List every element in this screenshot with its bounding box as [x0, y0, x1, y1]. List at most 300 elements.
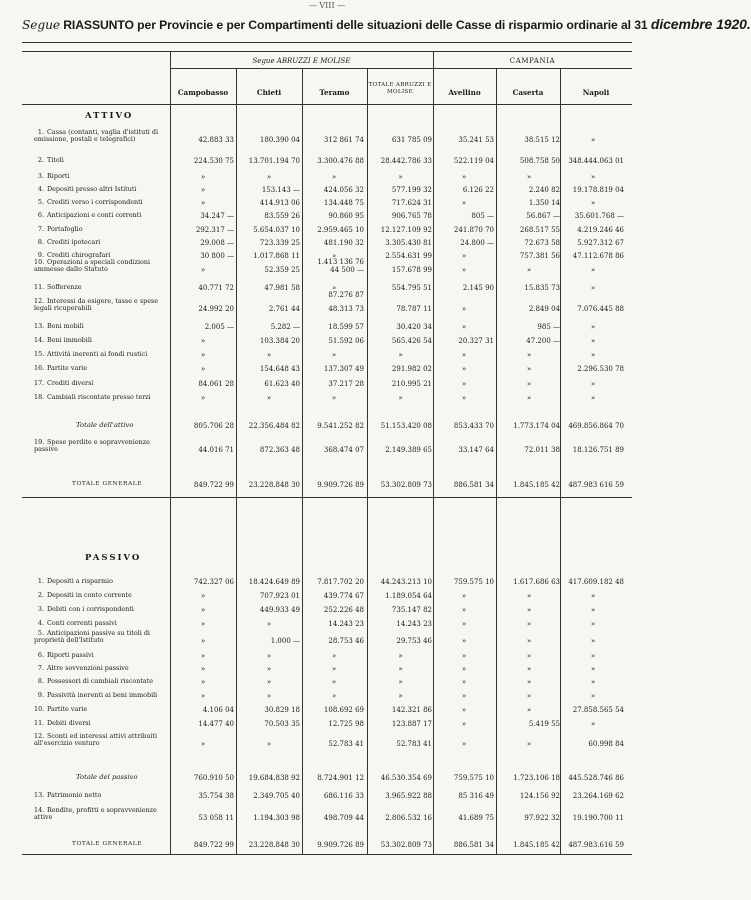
row-number: 19.: [34, 438, 45, 446]
table-cell: »: [526, 173, 532, 181]
table-cell: 886.581 34: [453, 841, 494, 849]
row-number: 2.: [37, 591, 44, 599]
table-cell: 23.264.169 62: [572, 792, 624, 800]
row-label: [34, 706, 166, 713]
row-label-text: Depositi a risparmio: [47, 577, 113, 585]
table-cell: 90.860 95: [328, 212, 364, 220]
table-cell: 886.581 34: [453, 481, 494, 489]
table-cell: »: [331, 351, 337, 359]
table-cell: 2.959.465 10: [317, 226, 364, 234]
table-cell: 2.554.631 99: [385, 252, 432, 260]
row-label-text: Crediti chirografari: [47, 251, 111, 259]
table-cell: 2.806.532 16: [385, 814, 432, 822]
table-cell: »: [461, 706, 467, 714]
table-cell: 35.601.768 —: [574, 212, 624, 220]
row-label-text: Crediti diversi: [47, 379, 94, 387]
row-label-text: Beni mobili: [47, 322, 84, 330]
row-number: 11.: [34, 283, 45, 291]
page-number: — VIII —: [308, 1, 346, 10]
table-cell: »: [266, 394, 272, 402]
table-cell: »: [331, 665, 337, 673]
table-cell: 23.228.848 30: [248, 481, 300, 489]
row-number: 11.: [34, 719, 45, 727]
row-label: [34, 129, 166, 143]
table-cell: 20.327 31: [458, 337, 494, 345]
table-cell: 53.302.809 73: [380, 481, 432, 489]
table-cell: »: [200, 266, 206, 274]
row-number: 12.: [34, 297, 45, 305]
table-cell: 469.856.864 70: [568, 422, 624, 430]
table-cell: »: [590, 136, 596, 144]
table-cell: 487.983.616 59: [568, 841, 624, 849]
row-number: 7.: [37, 225, 44, 233]
table-cell: 12.725 98: [328, 720, 364, 728]
row-label-text: Sofferenze: [47, 283, 82, 291]
table-cell: 872.363 48: [259, 446, 300, 454]
table-cell: »: [461, 606, 467, 614]
title-text: RIASSUNTO per Provincie e per Compartimenti delle situazioni delle Casse di risparmio ordinarie al 31: [63, 18, 648, 32]
table-cell: 9.909.726 89: [317, 481, 364, 489]
table-cell: 12.127.109 92: [380, 226, 432, 234]
table-cell: 757.381 56: [519, 252, 560, 260]
table-cell: 631 785 09: [391, 136, 432, 144]
table-cell: 5.419 55: [528, 720, 560, 728]
row-label-text: Crediti ipotecari: [47, 238, 101, 246]
row-label: [34, 337, 166, 344]
row-label: [34, 592, 166, 599]
table-cell: 14.243 23: [328, 620, 364, 628]
table-cell: 1.845.185 42: [513, 841, 560, 849]
row-number: 10.: [34, 705, 45, 713]
table-cell: »: [331, 652, 337, 660]
row-number: 14.: [34, 336, 45, 344]
title-date: dicembre 1920.: [650, 16, 751, 32]
table-cell: 19.178.819 04: [572, 186, 624, 194]
table-cell: 241.870 70: [453, 226, 494, 234]
table-cell: 312 861 74: [323, 136, 364, 144]
column-header: Caserta: [512, 88, 544, 97]
table-cell: »: [590, 692, 596, 700]
table-cell: »: [461, 592, 467, 600]
row-label-text: Cassa (contanti, vaglia d'istituti di emissione, postali e telegrafici): [34, 128, 158, 143]
section-heading-passivo: PASSIVO: [85, 553, 142, 563]
table-cell: »: [461, 620, 467, 628]
table-cell: 9.909.726 89: [317, 841, 364, 849]
table-cell: 24.992 20: [198, 305, 234, 313]
table-cell: 85 316 49: [458, 792, 494, 800]
table-cell: 108.692 69: [323, 706, 364, 714]
row-label: [34, 807, 166, 821]
row-label: [34, 186, 166, 193]
table-cell: 180.390 04: [259, 136, 300, 144]
table-cell: 157.678 99: [391, 266, 432, 274]
table-cell: »: [526, 394, 532, 402]
table-cell: 1.017.868 11: [253, 252, 300, 260]
row-number: 9.: [37, 691, 44, 699]
table-cell: »: [266, 351, 272, 359]
table-cell: 849.722 99: [193, 481, 234, 489]
row-label: [34, 439, 166, 453]
table-cell: 498.709 44: [323, 814, 364, 822]
table-cell: 19.190.700 11: [572, 814, 624, 822]
row-number: 12.: [34, 732, 45, 740]
table-cell: 142.321 86: [391, 706, 432, 714]
table-cell: 9.541.252 82: [317, 422, 364, 430]
row-label: [34, 720, 166, 727]
table-cell: 35.241 53: [458, 136, 494, 144]
table-cell: 252.226 48: [323, 606, 364, 614]
table-cell: »: [461, 365, 467, 373]
column-header: TOTALE ABRUZZI E MOLISE: [368, 82, 432, 95]
table-cell: »: [461, 740, 467, 748]
table-cell: 292.317 —: [195, 226, 234, 234]
row-label: [34, 692, 166, 699]
table-cell: 53.302.809 73: [380, 841, 432, 849]
table-cell: »: [461, 173, 467, 181]
table-cell: »: [461, 323, 467, 331]
table-cell: 61.623 40: [264, 380, 300, 388]
table-cell: »: [266, 620, 272, 628]
table-cell: 1.617.686 63: [513, 578, 560, 586]
row-number: 6.: [37, 211, 44, 219]
table-cell: 28.753 46: [328, 637, 364, 645]
table-bottom-rule: [22, 854, 632, 855]
table-cell: »: [590, 652, 596, 660]
row-label: [34, 351, 166, 358]
table-cell: 84.061 28: [198, 380, 234, 388]
table-cell: »: [200, 365, 206, 373]
table-cell: 52.783 41: [328, 740, 364, 748]
table-cell: 51.153.420 08: [380, 422, 432, 430]
table-cell: 2.240 82: [528, 186, 560, 194]
row-label: [34, 226, 166, 233]
table-cell: »: [526, 678, 532, 686]
row-label-text: Riporti: [47, 172, 70, 180]
row-label: [34, 212, 166, 219]
table-cell: 2.005 —: [204, 323, 234, 331]
row-label-text: Cambiali riscontate presso terzi: [47, 393, 151, 401]
row-number: 13.: [34, 791, 45, 799]
row-label-text: Altre sovvenzioni passive: [47, 664, 129, 672]
table-cell: 414.913 06: [259, 199, 300, 207]
top-rule: [22, 42, 632, 43]
table-cell: 6.126 22: [462, 186, 494, 194]
row-label-text: Riporti passivi: [47, 651, 94, 659]
table-cell: »: [398, 692, 403, 700]
table-cell: 686.116 33: [323, 792, 364, 800]
row-label: [34, 157, 166, 164]
row-label-text: Totale del passivo: [76, 773, 138, 781]
table-cell: »: [590, 380, 596, 388]
row-label: [34, 284, 166, 291]
table-cell: »: [526, 620, 532, 628]
table-cell: 481.190 32: [323, 239, 364, 247]
table-cell: 805 —: [471, 212, 494, 220]
table-cell: 1.723.106 18: [513, 774, 560, 782]
row-label: [34, 199, 166, 206]
table-cell: 487.983 616 59: [568, 481, 624, 489]
table-cell: 52.359 25: [264, 266, 300, 274]
table-cell: 2.296.530 78: [577, 365, 624, 373]
row-number: 16.: [34, 364, 45, 372]
table-cell: »: [266, 740, 272, 748]
table-cell: 22.356.484 82: [248, 422, 300, 430]
table-cell: »: [526, 592, 532, 600]
row-label: [34, 606, 166, 613]
table-cell: 29.753 46: [396, 637, 432, 645]
row-label: [34, 678, 166, 685]
table-cell: 30.829 18: [264, 706, 300, 714]
table-cell: »: [461, 678, 467, 686]
table-cell: »: [331, 173, 337, 181]
table-cell-extra: 87.276 87: [328, 291, 364, 299]
row-label-text: Anticipazioni passive su titoli di proprietà dell'Istituto: [34, 629, 150, 644]
row-number: 10.: [34, 258, 45, 266]
table-cell: 735.147 82: [391, 606, 432, 614]
table-cell: 291.982 02: [391, 365, 432, 373]
table-cell: »: [398, 652, 403, 660]
table-cell: 47.981 58: [264, 284, 300, 292]
table-cell: 23.228.848 30: [248, 841, 300, 849]
table-cell: »: [590, 720, 596, 728]
table-cell: »: [590, 620, 596, 628]
table-cell: 30 800 —: [200, 252, 234, 260]
table-cell: 14.477 40: [198, 720, 234, 728]
row-label-text: Interessi da esigere, tasse e spese legali ricuperabili: [34, 297, 159, 312]
row-label: [34, 394, 166, 401]
table-cell: »: [200, 173, 206, 181]
row-number: 18.: [34, 393, 45, 401]
table-cell: »: [200, 652, 206, 660]
table-cell: 417.609.182 48: [568, 578, 624, 586]
row-number: 15.: [34, 350, 45, 358]
row-number: 1.: [37, 577, 44, 585]
table-cell: 153.143 —: [261, 186, 300, 194]
table-cell: »: [590, 394, 596, 402]
table-cell: »: [461, 652, 467, 660]
column-rule: [496, 68, 497, 854]
table-cell: 40.771 72: [198, 284, 234, 292]
table-cell: 439.774 67: [323, 592, 364, 600]
table-cell: 1.845.185 42: [513, 481, 560, 489]
table-cell: »: [526, 740, 532, 748]
table-cell: »: [590, 665, 596, 673]
table-cell: 14.243 23: [396, 620, 432, 628]
row-label-text: Portafoglio: [47, 225, 83, 233]
row-number: 8.: [37, 238, 44, 246]
column-header: Avellino: [448, 88, 481, 97]
table-cell: 18.126.751 89: [572, 446, 624, 454]
table-cell: 1.194.303 98: [253, 814, 300, 822]
row-label-text: Totale dell'attivo: [76, 421, 134, 429]
table-top-rule: [22, 51, 632, 52]
row-label-text: Spese perdite e sopravvenienze passive: [34, 438, 150, 453]
table-cell: 15.835 73: [524, 284, 560, 292]
table-cell: 2.349.705 40: [253, 792, 300, 800]
row-label: [34, 173, 166, 180]
table-cell: »: [461, 351, 467, 359]
table-cell: 44.016 71: [198, 446, 234, 454]
group-header-abruzzi: Segue ABRUZZI E MOLISE: [252, 57, 351, 65]
table-cell: 46.530.354 69: [380, 774, 432, 782]
row-label-text: Attività inerenti ai fondi rustici: [47, 350, 148, 358]
row-label: [34, 630, 166, 644]
table-cell: »: [200, 337, 206, 345]
group-header-campania: CAMPANIA: [509, 57, 556, 65]
table-cell: 44 500 —: [330, 266, 364, 274]
table-cell: »: [461, 266, 467, 274]
row-number: 4.: [37, 185, 44, 193]
table-cell: 522.119 04: [453, 157, 494, 165]
table-cell: 38.515 12: [524, 136, 560, 144]
column-rule: [367, 68, 368, 854]
table-cell: 29.008 —: [200, 239, 234, 247]
table-cell: 4.106 04: [202, 706, 234, 714]
table-cell: »: [200, 637, 206, 645]
table-cell: 348.444.063 01: [568, 157, 624, 165]
table-cell: »: [266, 678, 272, 686]
table-cell: »: [590, 678, 596, 686]
table-cell: 72.011 38: [524, 446, 560, 454]
table-cell: »: [526, 365, 532, 373]
table-cell: »: [526, 692, 532, 700]
row-number: 3.: [37, 605, 44, 613]
table-cell: 37.217 28: [328, 380, 364, 388]
table-cell: 13.701.194 70: [248, 157, 300, 165]
row-label: [34, 259, 166, 273]
column-rule: [560, 68, 561, 854]
table-cell: 154.648 43: [259, 365, 300, 373]
row-number: 1.: [37, 128, 44, 136]
table-cell: »: [590, 199, 596, 207]
row-label: [34, 665, 166, 672]
table-cell: »: [461, 637, 467, 645]
table-cell: »: [526, 266, 532, 274]
table-cell: »: [590, 637, 596, 645]
table-cell: 577.199 32: [391, 186, 432, 194]
row-label: [34, 792, 166, 799]
table-cell: »: [461, 692, 467, 700]
table-cell: »: [526, 706, 532, 714]
row-label-text: Crediti verso i corrispondenti: [47, 198, 143, 206]
table-cell: 1.189.054 64: [385, 592, 432, 600]
table-cell: »: [398, 665, 403, 673]
table-cell: 445.528.746 86: [568, 774, 624, 782]
table-cell: 24.800 —: [460, 239, 494, 247]
table-cell: »: [331, 678, 337, 686]
table-cell: 56.867 —: [526, 212, 560, 220]
table-cell: »: [461, 720, 467, 728]
table-cell: 2.849 04: [528, 305, 560, 313]
table-cell: 44.243.213 10: [380, 578, 432, 586]
table-cell: »: [398, 173, 403, 181]
table-cell: 41.689 75: [458, 814, 494, 822]
table-cell: »: [200, 606, 206, 614]
table-cell: »: [200, 740, 206, 748]
table-cell: 906.765 78: [391, 212, 432, 220]
table-cell: 5.654.037 10: [253, 226, 300, 234]
row-label: [34, 380, 166, 387]
table-cell: »: [266, 652, 272, 660]
table-cell: »: [461, 252, 467, 260]
row-number: 13.: [34, 322, 45, 330]
table-cell: 742.327 06: [193, 578, 234, 586]
row-label-text: TOTALE GENERALE: [72, 841, 143, 847]
table-cell: »: [200, 620, 206, 628]
table-cell: 554.795 51: [391, 284, 432, 292]
row-number: 5.: [37, 198, 44, 206]
table-cell: 72.673 58: [524, 239, 560, 247]
table-cell: 368.474 07: [323, 446, 364, 454]
table-cell: 424.056 32: [323, 186, 364, 194]
page-title: [22, 16, 751, 32]
table-cell: »: [398, 351, 403, 359]
table-cell: »: [590, 337, 596, 345]
group-header-rule: [170, 68, 632, 69]
table-cell: »: [590, 284, 596, 292]
table-cell: »: [331, 252, 337, 260]
table-cell: »: [200, 678, 206, 686]
table-cell: 34.247 —: [200, 212, 234, 220]
row-label-text: Conti correnti passivi: [47, 619, 117, 627]
table-cell: »: [461, 305, 467, 313]
table-cell: 4.219.246 46: [577, 226, 624, 234]
row-label-text: TOTALE GENERALE: [72, 481, 143, 487]
table-cell: »: [266, 173, 272, 181]
table-cell: 5.282 —: [270, 323, 300, 331]
table-cell: 8.724.901 12: [317, 774, 364, 782]
table-cell-extra: 1.413 136 76: [317, 258, 364, 266]
table-cell: 853.433 70: [453, 422, 494, 430]
row-label-text: Partite varie: [47, 364, 88, 372]
table-cell: 42.883 33: [198, 136, 234, 144]
table-cell: 1.000 —: [270, 637, 300, 645]
table-cell: »: [398, 678, 403, 686]
table-cell: 33.147 64: [458, 446, 494, 454]
table-cell: 35.754 38: [198, 792, 234, 800]
row-number: 4.: [37, 619, 44, 627]
table-cell: 47.200 —: [526, 337, 560, 345]
column-rule: [236, 68, 237, 854]
row-number: 7.: [37, 664, 44, 672]
row-label: [34, 733, 166, 747]
table-cell: »: [461, 394, 467, 402]
row-number: 17.: [34, 379, 45, 387]
table-cell: »: [200, 186, 206, 194]
title-segue: Segue: [22, 18, 60, 32]
table-cell: 565.426 54: [391, 337, 432, 345]
row-label-text: Rendite, profitti e sopravvenienze attive: [34, 806, 157, 821]
table-cell: 28.442.786 33: [380, 157, 432, 165]
table-cell: 1.350 14: [528, 199, 560, 207]
table-cell: »: [461, 199, 467, 207]
table-cell: 3.305.430 81: [385, 239, 432, 247]
table-cell: »: [526, 637, 532, 645]
column-header: Campobasso: [177, 88, 229, 97]
row-number: 2.: [37, 156, 44, 164]
row-label-text: Sconti ed interessi attivi attribuiti all'esercizio venturo: [34, 732, 158, 747]
table-cell: 2.145 90: [462, 284, 494, 292]
table-cell: 70.503 35: [264, 720, 300, 728]
table-cell: 123.887 17: [391, 720, 432, 728]
table-cell: 268.517 55: [519, 226, 560, 234]
table-cell: 985 —: [537, 323, 560, 331]
table-cell: 508.758 50: [519, 157, 560, 165]
column-header: Teramo: [319, 88, 350, 97]
row-label: [34, 239, 166, 246]
table-cell: »: [266, 665, 272, 673]
table-cell: 18.424.649 89: [248, 578, 300, 586]
